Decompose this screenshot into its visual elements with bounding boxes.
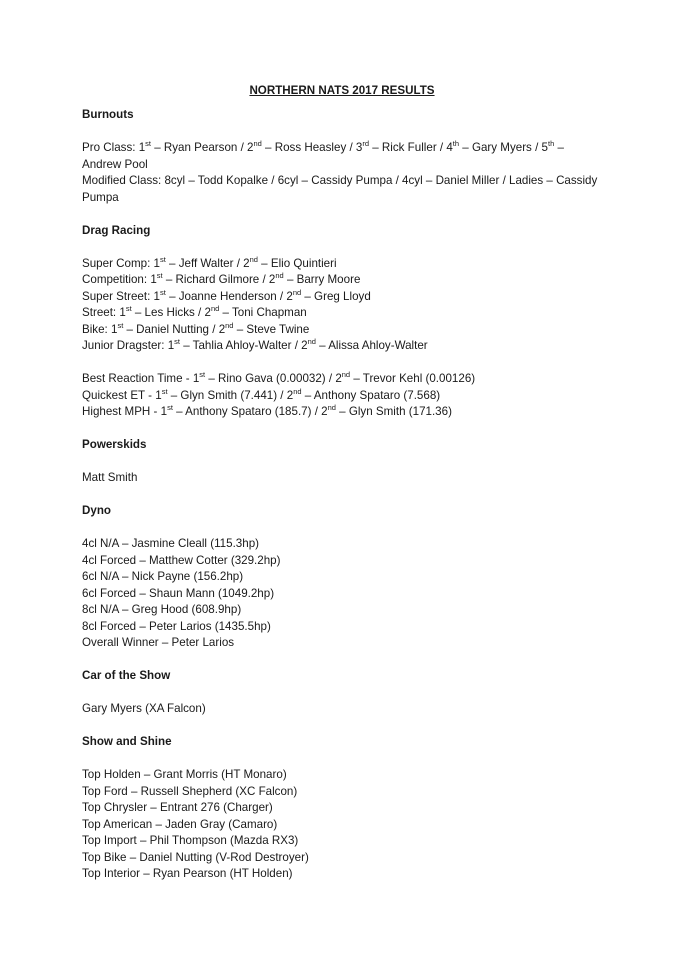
dyno-results-list xyxy=(82,536,602,652)
dyno-result: 8cl Forced – Peter Larios (1435.5hp) xyxy=(82,619,271,633)
dyno-heading: Dyno xyxy=(82,504,111,517)
show-and-shine-result: Top Ford – Russell Shepherd (XC Falcon) xyxy=(82,784,298,798)
dyno-result: Overall Winner – Peter Larios xyxy=(82,636,235,649)
burnouts-modified-class: Modified Class: 8cyl – Todd Kopalke / 6cyl – Cassidy Pumpa / 4cyl – Daniel Miller / Ladies – Cassidy Pumpa xyxy=(82,174,598,204)
show-and-shine-result: Top Holden – Grant Morris (HT Monaro) xyxy=(82,768,287,781)
powerskids-winner: Matt Smith xyxy=(82,471,138,484)
results-document xyxy=(82,82,602,883)
drag-class-result: Bike: 1st – Daniel Nutting / 2nd – Steve Twine xyxy=(82,320,310,336)
burnouts-heading: Burnouts xyxy=(82,108,134,121)
drag-class-result: Super Comp: 1st – Jeff Walter / 2nd – Elio Quintieri xyxy=(82,254,337,270)
show-and-shine-result: Top American – Jaden Gray (Camaro) xyxy=(82,817,278,831)
powerskids-heading: Powerskids xyxy=(82,438,147,451)
drag-racing-heading: Drag Racing xyxy=(82,223,151,237)
show-and-shine-heading: Show and Shine xyxy=(82,735,172,748)
drag-class-result: Junior Dragster: 1st – Tahlia Ahloy-Walter / 2nd – Alissa Ahloy-Walter xyxy=(82,337,428,352)
drag-awards-list xyxy=(82,371,602,421)
dyno-result: 4cl N/A – Jasmine Cleall (115.3hp) xyxy=(82,537,259,550)
document-title: NORTHERN NATS 2017 RESULTS xyxy=(249,84,435,97)
show-and-shine-result: Top Bike – Daniel Nutting (V-Rod Destroyer) xyxy=(82,850,309,864)
show-and-shine-results-list xyxy=(82,767,602,883)
car-of-show-winner: Gary Myers (XA Falcon) xyxy=(82,702,206,715)
drag-award-result: Quickest ET - 1st – Glyn Smith (7.441) / 2nd – Anthony Spataro (7.568) xyxy=(82,386,441,402)
drag-award-result: Best Reaction Time - 1st – Rino Gava (0.00032) / 2nd – Trevor Kehl (0.00126) xyxy=(82,370,476,385)
show-and-shine-result: Top Interior – Ryan Pearson (HT Holden) xyxy=(82,867,293,880)
drag-class-result: Competition: 1st – Richard Gilmore / 2nd – Barry Moore xyxy=(82,271,361,286)
drag-class-result: Super Street: 1st – Joanne Henderson / 2nd – Greg Lloyd xyxy=(82,287,371,303)
burnouts-pro-class: Pro Class: 1st – Ryan Pearson / 2nd – Ross Heasley / 3rd – Rick Fuller / 4th – Gary Myers / 5th – Andrew Pool xyxy=(82,139,564,171)
dyno-result: 6cl Forced – Shaun Mann (1049.2hp) xyxy=(82,586,275,600)
dyno-result: 8cl N/A – Greg Hood (608.9hp) xyxy=(82,603,242,616)
dyno-result: 4cl Forced – Matthew Cotter (329.2hp) xyxy=(82,553,281,567)
drag-award-result: Highest MPH - 1st – Anthony Spataro (185.7) / 2nd – Glyn Smith (171.36) xyxy=(82,403,452,418)
show-and-shine-result: Top Import – Phil Thompson (Mazda RX3) xyxy=(82,834,299,847)
show-and-shine-result: Top Chrysler – Entrant 276 (Charger) xyxy=(82,801,273,814)
dyno-result: 6cl N/A – Nick Payne (156.2hp) xyxy=(82,570,244,583)
drag-classes-list xyxy=(82,256,602,355)
drag-class-result: Street: 1st – Les Hicks / 2nd – Toni Chapman xyxy=(82,304,307,319)
car-of-show-heading: Car of the Show xyxy=(82,669,171,682)
